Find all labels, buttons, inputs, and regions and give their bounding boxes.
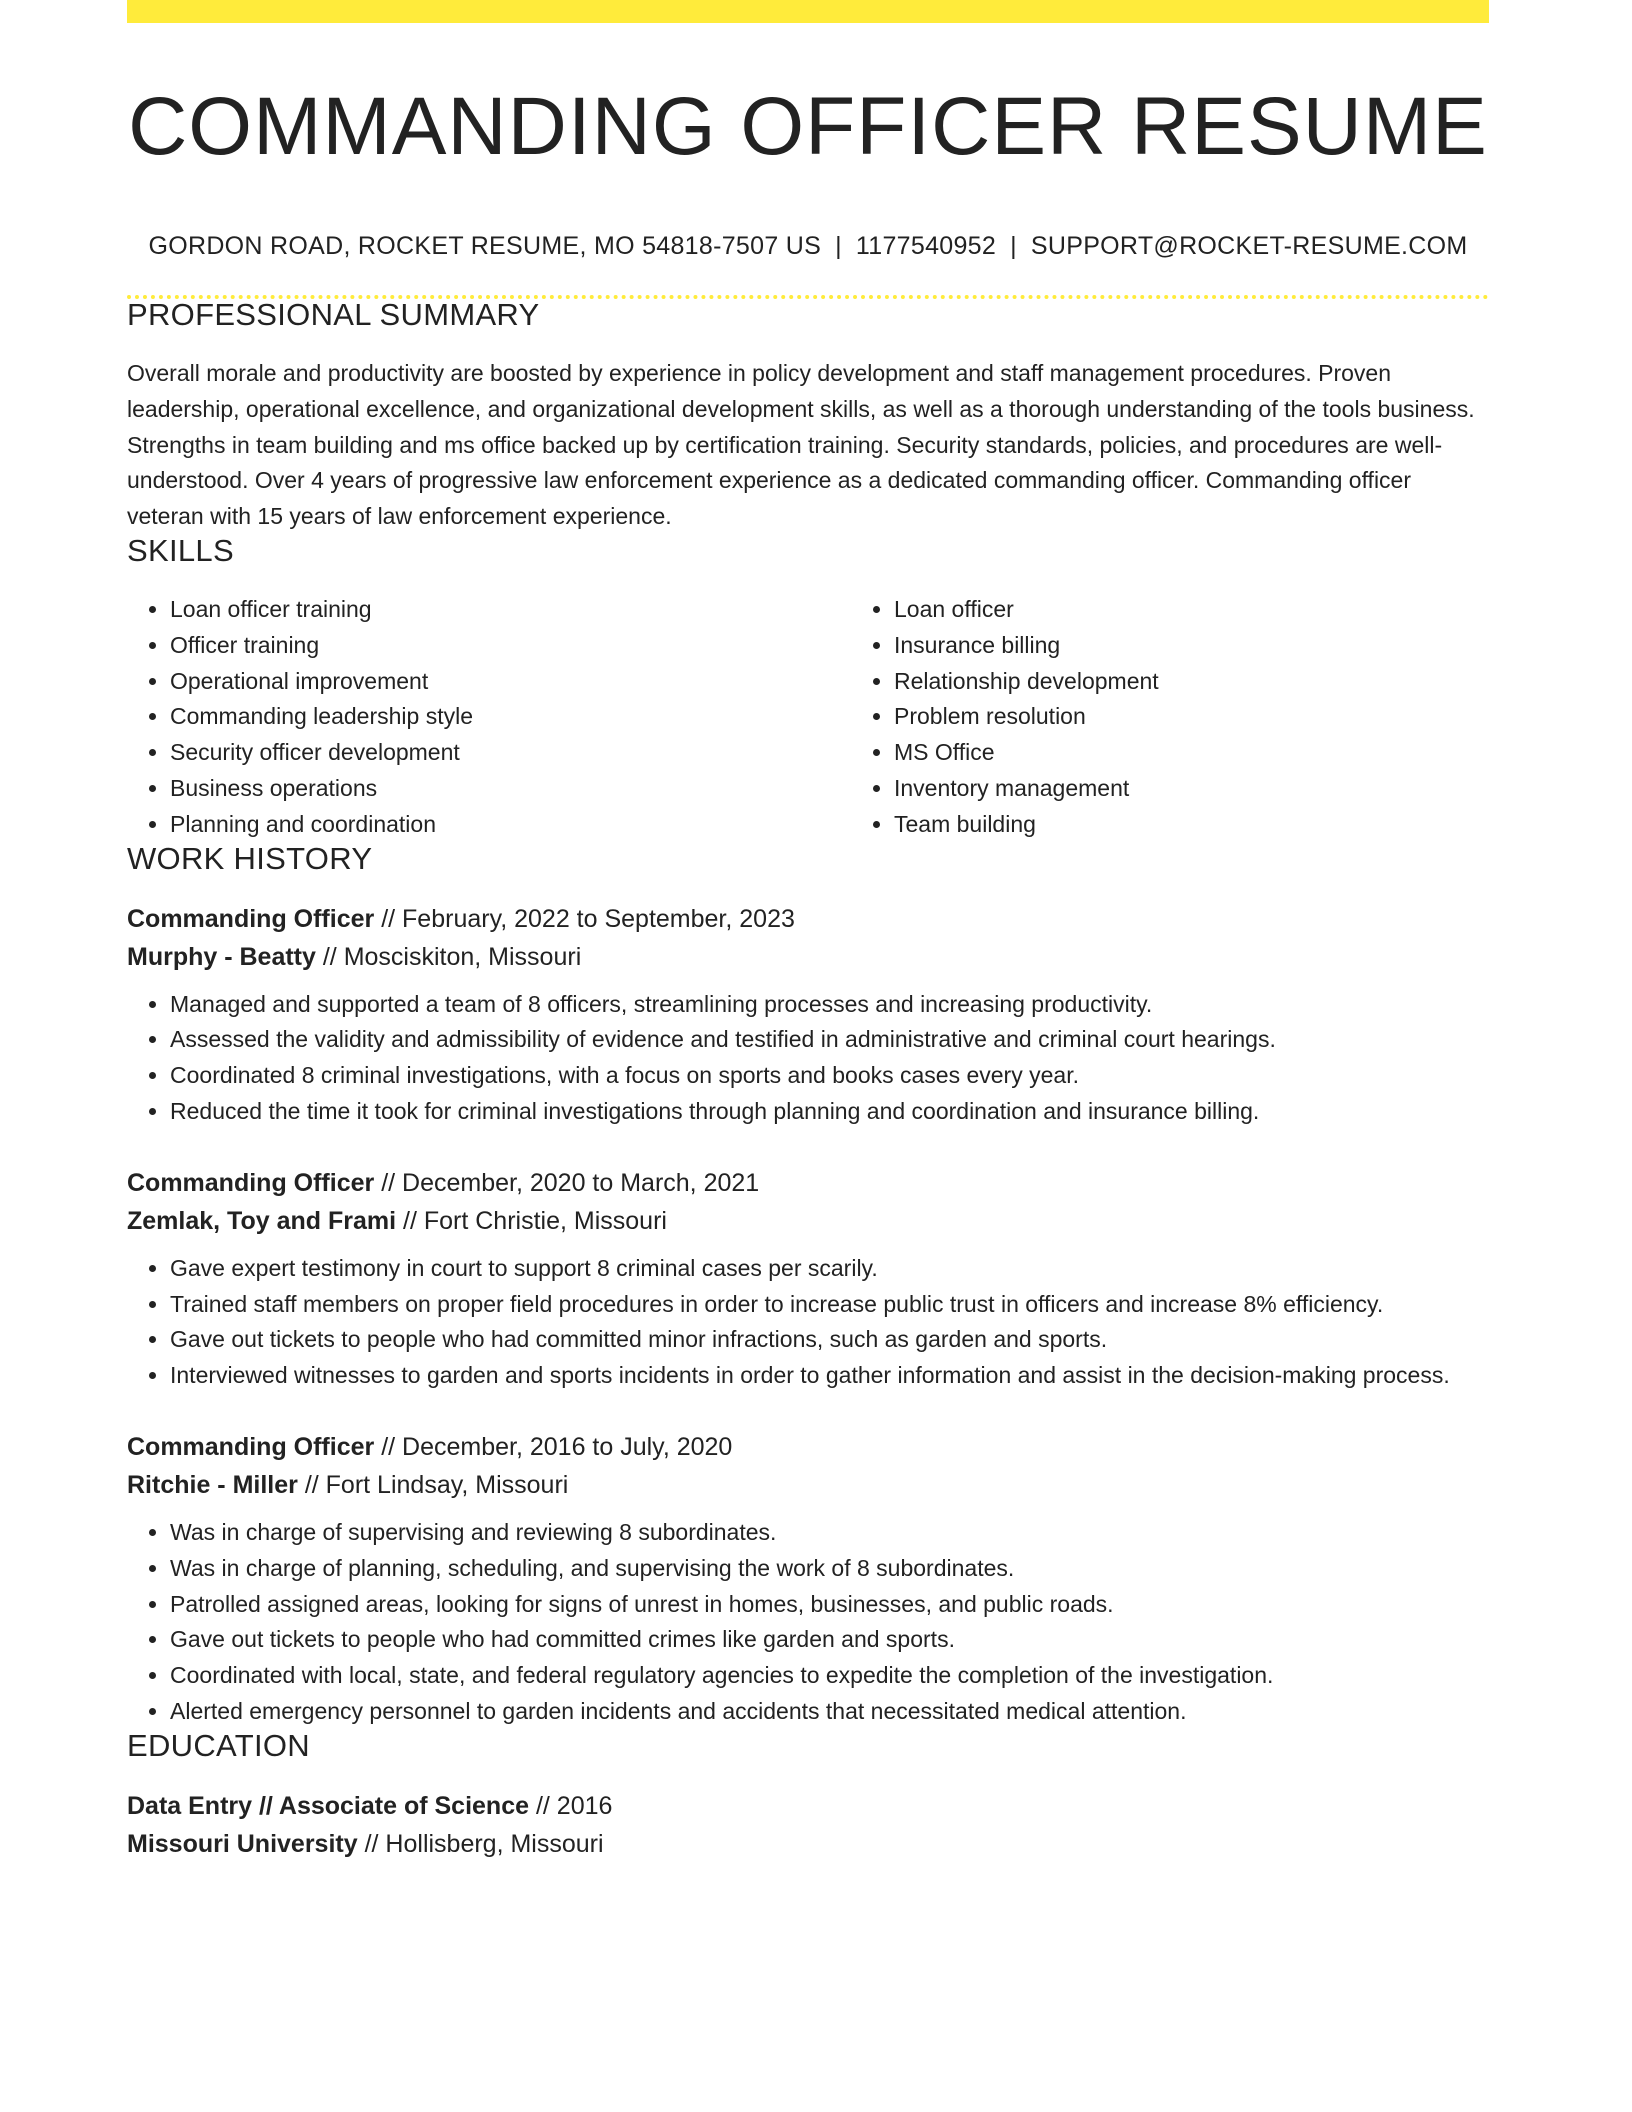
job-company: Murphy - Beatty [127, 942, 316, 971]
contact-address: GORDON ROAD, ROCKET RESUME, MO 54818-7507 US [148, 232, 822, 260]
job-company: Zemlak, Toy and Frami [127, 1206, 397, 1235]
job-bullet: • Reduced the time it took for criminal investigations through planning and coordination and insurance billing. [170, 1094, 1489, 1130]
summary-text: Overall morale and productivity are boosted by experience in policy development and staff management procedures. Proven leadership, operational excellence, and organizational development skills, as well as a thorough understanding of the tools business. Strengths in team building and ms office backed up by certification training. Security standards, policies, and procedures are well-understood. Over 4 years of progressive law enforcement experience as a dedicated commanding officer. Commanding officer veteran with 15 years of law enforcement experience. [127, 360, 1475, 530]
contact-phone: 1177540952 [855, 232, 997, 260]
education-heading: EDUCATION [127, 1727, 310, 1763]
skill-item: • Team building [894, 807, 1575, 843]
job-bullets [127, 987, 1489, 1130]
job-bullet: • Was in charge of planning, scheduling, and supervising the work of 8 subordinates. [170, 1551, 1489, 1587]
education-degree: Data Entry // Associate of Science [127, 1791, 530, 1820]
job-company: Ritchie - Miller [127, 1470, 298, 1499]
job-title-line [127, 1428, 1489, 1466]
job-entry [127, 1164, 1489, 1394]
education-year: // 2016 [535, 1791, 613, 1820]
job-title: Commanding Officer [127, 904, 375, 933]
skill-item: • Inventory management [894, 771, 1575, 807]
job-bullet: • Gave out tickets to people who had committed crimes like garden and sports. [170, 1622, 1489, 1658]
job-title: Commanding Officer [127, 1168, 375, 1197]
skill-item: • Relationship development [894, 664, 1575, 700]
skill-item: • Problem resolution [894, 699, 1575, 735]
job-company-line [127, 938, 1489, 976]
contact-separator: | [835, 232, 842, 260]
job-bullets [127, 1515, 1489, 1730]
skill-item: • Officer training [170, 628, 851, 664]
job-dates: // December, 2020 to March, 2021 [381, 1168, 760, 1197]
job-company-line [127, 1202, 1489, 1240]
job-title: Commanding Officer [127, 1432, 375, 1461]
skill-item: • Commanding leadership style [170, 699, 851, 735]
job-title-line [127, 900, 1489, 938]
job-bullet: • Gave out tickets to people who had committed minor infractions, such as garden and sports. [170, 1322, 1489, 1358]
job-location: // Fort Christie, Missouri [403, 1206, 667, 1235]
education-degree-line [127, 1787, 1489, 1825]
job-bullet: • Alerted emergency personnel to garden incidents and accidents that necessitated medical attention. [170, 1694, 1489, 1730]
job-bullet: • Interviewed witnesses to garden and sports incidents in order to gather information and assist in the decision-making process. [170, 1358, 1489, 1394]
job-bullet: • Coordinated with local, state, and federal regulatory agencies to expedite the completion of the investigation. [170, 1658, 1489, 1694]
job-entry [127, 1428, 1489, 1730]
job-bullet: • Patrolled assigned areas, looking for signs of unrest in homes, businesses, and public roads. [170, 1587, 1489, 1623]
skill-item: • MS Office [894, 735, 1575, 771]
job-bullet: • Managed and supported a team of 8 officers, streamlining processes and increasing productivity. [170, 987, 1489, 1023]
education-school: Missouri University [127, 1829, 358, 1858]
education-entry [127, 1787, 1489, 1863]
skill-item: • Security officer development [170, 735, 851, 771]
job-bullet: • Gave expert testimony in court to support 8 criminal cases per scarily. [170, 1251, 1489, 1287]
skills-right-list [851, 592, 1575, 843]
job-bullet: • Assessed the validity and admissibility of evidence and testified in administrative and criminal court hearings. [170, 1022, 1489, 1058]
skills-left-list [127, 592, 851, 843]
skill-item: • Planning and coordination [170, 807, 851, 843]
job-dates: // February, 2022 to September, 2023 [381, 904, 795, 933]
skill-item: • Loan officer [894, 592, 1575, 628]
contact-email: SUPPORT@ROCKET-RESUME.COM [1030, 232, 1468, 260]
skill-item: • Insurance billing [894, 628, 1575, 664]
job-bullet: • Trained staff members on proper field procedures in order to increase public trust in officers and increase 8% efficiency. [170, 1287, 1489, 1323]
top-accent-bar [127, 0, 1489, 23]
job-bullets [127, 1251, 1489, 1394]
job-title-line [127, 1164, 1489, 1202]
resume-title: COMMANDING OFFICER RESUME [128, 81, 1488, 172]
contact-line [127, 234, 1489, 259]
skills-columns [127, 592, 1489, 843]
job-company-line [127, 1466, 1489, 1504]
job-location: // Fort Lindsay, Missouri [304, 1470, 569, 1499]
job-entry [127, 900, 1489, 1130]
summary-heading: PROFESSIONAL SUMMARY [127, 297, 540, 332]
education-school-line [127, 1825, 1489, 1863]
skill-item: • Operational improvement [170, 664, 851, 700]
job-bullet: • Coordinated 8 criminal investigations, with a focus on sports and books cases every year. [170, 1058, 1489, 1094]
skills-heading: SKILLS [127, 532, 234, 568]
job-dates: // December, 2016 to July, 2020 [381, 1432, 733, 1461]
skill-item: • Loan officer training [170, 592, 851, 628]
skill-item: • Business operations [170, 771, 851, 807]
contact-separator: | [1010, 232, 1017, 260]
resume-page [127, 0, 1489, 1863]
education-location: // Hollisberg, Missouri [364, 1829, 604, 1858]
work-history-heading: WORK HISTORY [127, 840, 373, 876]
job-bullet: • Was in charge of supervising and reviewing 8 subordinates. [170, 1515, 1489, 1551]
job-location: // Mosciskiton, Missouri [322, 942, 582, 971]
